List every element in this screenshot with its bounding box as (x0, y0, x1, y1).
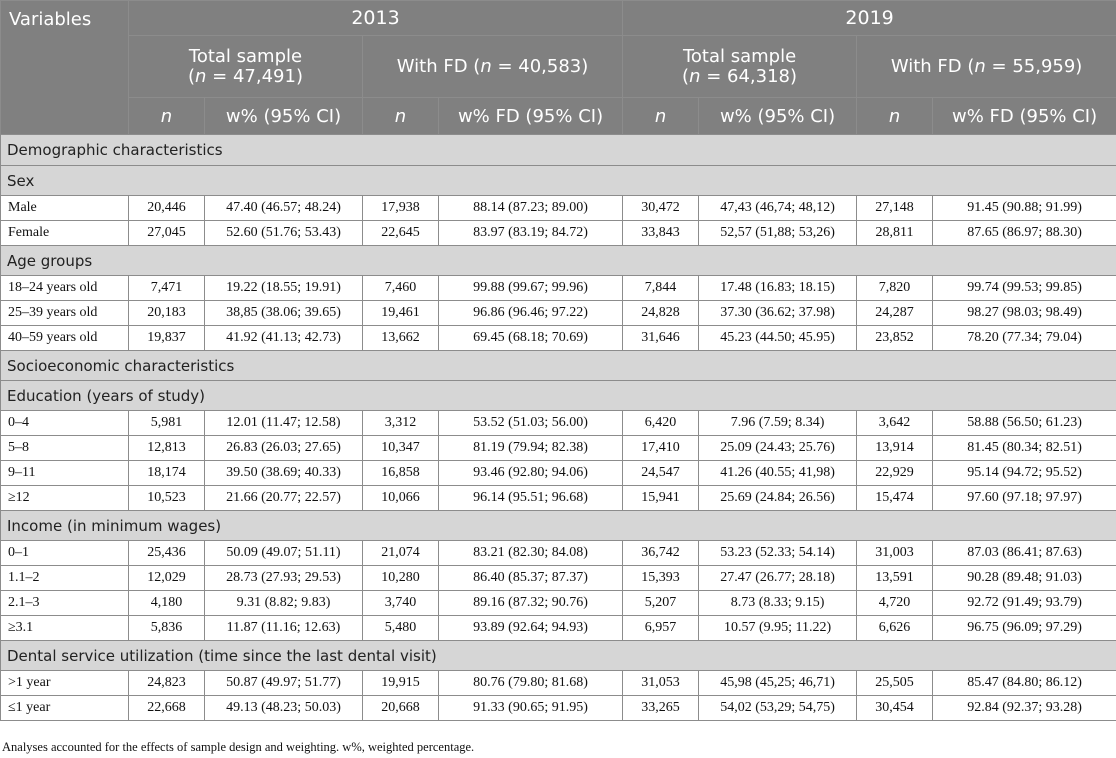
col-header-n: n (623, 98, 699, 135)
n-value: = 47,491) (206, 65, 303, 87)
variables-header: Variables (1, 1, 129, 135)
subsection-dental: Dental service utilization (time since the last dental visit) (1, 641, 1116, 671)
table-row: Female 27,045 52.60 (51.76; 53.43) 22,645 83.97 (83.19; 84.72) 33,843 52,57 (51,88; 53,26) 28,811 87.65 (86.97; 88.30) (1, 221, 1116, 246)
col-header-n: n (363, 98, 439, 135)
n-symbol: n (689, 65, 701, 87)
table-row: 1.1–2 12,029 28.73 (27.93; 29.53) 10,280 86.40 (85.37; 87.37) 15,393 27.47 (26.77; 28.18) 13,591 90.28 (89.48; 91.03) (1, 566, 1116, 591)
group-header-2019-total: Total sample (n = 64,318) (623, 36, 857, 98)
group-name: Total sample (682, 45, 797, 67)
section-demographic: Demographic characteristics (1, 135, 1116, 166)
subsection-education: Education (years of study) (1, 381, 1116, 411)
subsection-income: Income (in minimum wages) (1, 511, 1116, 541)
table-row: ≥12 10,523 21.66 (20.77; 22.57) 10,066 96.14 (95.51; 96.68) 15,941 25.69 (24.84; 26.56) 15,474 97.60 (97.18; 97.97) (1, 486, 1116, 511)
year-2013-header: 2013 (129, 1, 623, 36)
col-header-n: n (129, 98, 205, 135)
table-row: 5–8 12,813 26.83 (26.03; 27.65) 10,347 81.19 (79.94; 82.38) 17,410 25.09 (24.43; 25.76) 13,914 81.45 (80.34; 82.51) (1, 436, 1116, 461)
year-2019-header: 2019 (623, 1, 1116, 36)
table-row: ≤1 year 22,668 49.13 (48.23; 50.03) 20,668 91.33 (90.65; 91.95) 33,265 54,02 (53,29; 54,75) 30,454 92.84 (92.37; 93.28) (1, 696, 1116, 721)
section-socioeconomic: Socioeconomic characteristics (1, 351, 1116, 381)
col-header-n: n (857, 98, 933, 135)
group-header-2013-total: Total sample (n = 47,491) (129, 36, 363, 98)
table-row: 0–1 25,436 50.09 (49.07; 51.11) 21,074 83.21 (82.30; 84.08) 36,742 53.23 (52.33; 54.14) 31,003 87.03 (86.41; 87.63) (1, 541, 1116, 566)
n-value: = 64,318) (700, 65, 798, 87)
subsection-sex: Sex (1, 166, 1116, 196)
table-row: 25–39 years old 20,183 38,85 (38.06; 39.65) 19,461 96.86 (96.46; 97.22) 24,828 37.30 (36.62; 37.98) 24,287 98.27 (98.03; 98.49) (1, 301, 1116, 326)
table-row: 18–24 years old 7,471 19.22 (18.55; 19.91) 7,460 99.88 (99.67; 99.96) 7,844 17.48 (16.83; 18.15) 7,820 99.74 (99.53; 99.85) (1, 276, 1116, 301)
col-header-w-fd-ci: w% FD (95% CI) (439, 98, 623, 135)
n-value: = 55,959) (985, 55, 1083, 77)
table-row: 40–59 years old 19,837 41.92 (41.13; 42.73) 13,662 69.45 (68.18; 70.69) 31,646 45.23 (44.50; 45.95) 23,852 78.20 (77.34; 79.04) (1, 326, 1116, 351)
table-footnote: Analyses accounted for the effects of sample design and weighting. w%, weighted percentage. (2, 740, 475, 754)
col-header-w-ci: w% (95% CI) (699, 98, 857, 135)
n-symbol: n (195, 65, 207, 87)
table-row: 2.1–3 4,180 9.31 (8.82; 9.83) 3,740 89.16 (87.32; 90.76) 5,207 8.73 (8.33; 9.15) 4,720 92.72 (91.49; 93.79) (1, 591, 1116, 616)
n-value: = 40,583) (491, 55, 589, 77)
n-symbol: n (974, 55, 986, 77)
group-header-2019-fd: With FD (n = 55,959) (857, 36, 1116, 98)
col-header-w-fd-ci: w% FD (95% CI) (933, 98, 1116, 135)
group-name: With FD (396, 55, 474, 77)
table-row: ≥3.1 5,836 11.87 (11.16; 12.63) 5,480 93.89 (92.64; 94.93) 6,957 10.57 (9.95; 11.22) 6,626 96.75 (96.09; 97.29) (1, 616, 1116, 641)
group-name: With FD (890, 55, 968, 77)
table-row: 0–4 5,981 12.01 (11.47; 12.58) 3,312 53.52 (51.03; 56.00) 6,420 7.96 (7.59; 8.34) 3,642 58.88 (56.50; 61.23) (1, 411, 1116, 436)
n-symbol: n (480, 55, 492, 77)
col-header-w-ci: w% (95% CI) (205, 98, 363, 135)
group-name: Total sample (188, 45, 303, 67)
table-row: >1 year 24,823 50.87 (49.97; 51.77) 19,915 80.76 (79.80; 81.68) 31,053 45,98 (45,25; 46,71) 25,505 85.47 (84.80; 86.12) (1, 671, 1116, 696)
subsection-age: Age groups (1, 246, 1116, 276)
group-header-2013-fd: With FD (n = 40,583) (363, 36, 623, 98)
table-row: 9–11 18,174 39.50 (38.69; 40.33) 16,858 93.46 (92.80; 94.06) 24,547 41.26 (40.55; 41,98) 22,929 95.14 (94.72; 95.52) (1, 461, 1116, 486)
table-row: Male 20,446 47.40 (46.57; 48.24) 17,938 88.14 (87.23; 89.00) 30,472 47,43 (46,74; 48,12) 27,148 91.45 (90.88; 91.99) (1, 196, 1116, 221)
